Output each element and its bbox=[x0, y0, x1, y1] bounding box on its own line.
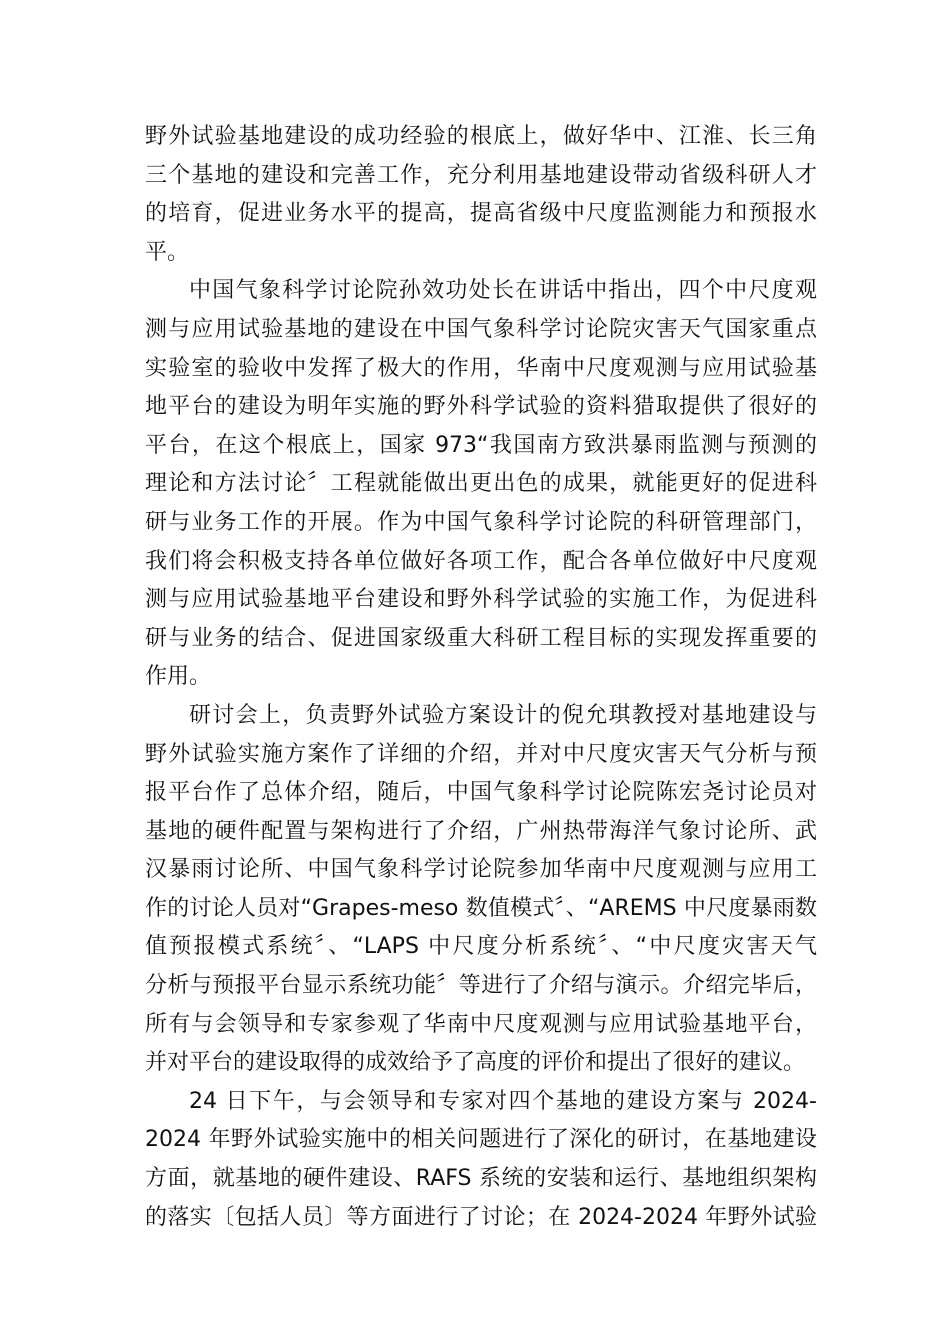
text-line: 24 日下午，与会领导和专家对四个基地的建设方案与 2024- bbox=[189, 1088, 817, 1114]
text-line: 报平台作了总体介绍，随后，中国气象科学讨论院陈宏尧讨论员对 bbox=[145, 780, 817, 806]
text-line: 的培育，促进业务水平的提高，提高省级中尺度监测能力和预报水 bbox=[145, 201, 817, 227]
body-text bbox=[145, 118, 817, 1237]
text-line: 测与应用试验基地的建设在中国气象科学讨论院灾害天气国家重点 bbox=[145, 316, 817, 342]
text-line: 理论和方法讨论〞工程就能做出更出色的成果，就能更好的促进科 bbox=[145, 471, 817, 497]
text-line: 研与业务工作的开展。作为中国气象科学讨论院的科研管理部门， bbox=[145, 509, 817, 535]
text-line: 野外试验基地建设的成功经验的根底上，做好华中、江淮、长三角 bbox=[145, 124, 817, 149]
text-line: 并对平台的建设取得的成效给予了高度的评价和提出了很好的建议。 bbox=[145, 1050, 806, 1076]
text-line: 的落实〔包括人员〕等方面进行了讨论；在 2024-2024 年野外试验 bbox=[145, 1204, 817, 1230]
text-line: 汉暴雨讨论所、中国气象科学讨论院参加华南中尺度观测与应用工 bbox=[145, 857, 817, 883]
text-line: 研与业务的结合、促进国家级重大科研工程目标的实现发挥重要的 bbox=[145, 625, 817, 651]
text-line: 中国气象科学讨论院孙效功处长在讲话中指出，四个中尺度观 bbox=[189, 278, 817, 304]
text-line: 三个基地的建设和完善工作，充分利用基地建设带动省级科研人才 bbox=[145, 162, 817, 188]
text-line: 实验室的验收中发挥了极大的作用，华南中尺度观测与应用试验基 bbox=[145, 355, 817, 381]
paragraph-2 bbox=[145, 272, 817, 697]
text-line: 平。 bbox=[145, 239, 190, 265]
text-line: 分析与预报平台显示系统功能〞等进行了介绍与演示。介绍完毕后， bbox=[145, 973, 817, 999]
paragraph-4 bbox=[145, 1083, 817, 1237]
text-line: 地平台的建设为明年实施的野外科学试验的资料猎取提供了很好的 bbox=[145, 394, 817, 420]
text-line: 所有与会领导和专家参观了华南中尺度观测与应用试验基地平台， bbox=[145, 1011, 817, 1037]
text-line: 平台，在这个根底上，国家 973“我国南方致洪暴雨监测与预测的 bbox=[145, 432, 817, 458]
text-line: 作的讨论人员对“Grapes-meso 数值模式〞、“AREMS 中尺度暴雨数 bbox=[145, 895, 817, 921]
text-line: 基地的硬件配置与架构进行了介绍，广州热带海洋气象讨论所、武 bbox=[145, 818, 817, 844]
text-line: 我们将会积极支持各单位做好各项工作，配合各单位做好中尺度观 bbox=[145, 548, 817, 574]
paragraph-3 bbox=[145, 697, 817, 1083]
text-line: 作用。 bbox=[145, 664, 212, 690]
text-line: 野外试验实施方案作了详细的介绍，并对中尺度灾害天气分析与预 bbox=[145, 741, 817, 767]
text-line: 研讨会上，负责野外试验方案设计的倪允琪教授对基地建设与 bbox=[189, 702, 817, 728]
text-line: 2024 年野外试验实施中的相关问题进行了深化的研讨，在基地建设 bbox=[145, 1127, 817, 1153]
paragraph-1 bbox=[145, 118, 817, 272]
text-line: 测与应用试验基地平台建设和野外科学试验的实施工作，为促进科 bbox=[145, 587, 817, 613]
text-line: 方面，就基地的硬件建设、RAFS 系统的安装和运行、基地组织架构 bbox=[145, 1166, 817, 1192]
text-line: 值预报模式系统〞、“LAPS 中尺度分析系统〞、“中尺度灾害天气 bbox=[145, 934, 817, 960]
